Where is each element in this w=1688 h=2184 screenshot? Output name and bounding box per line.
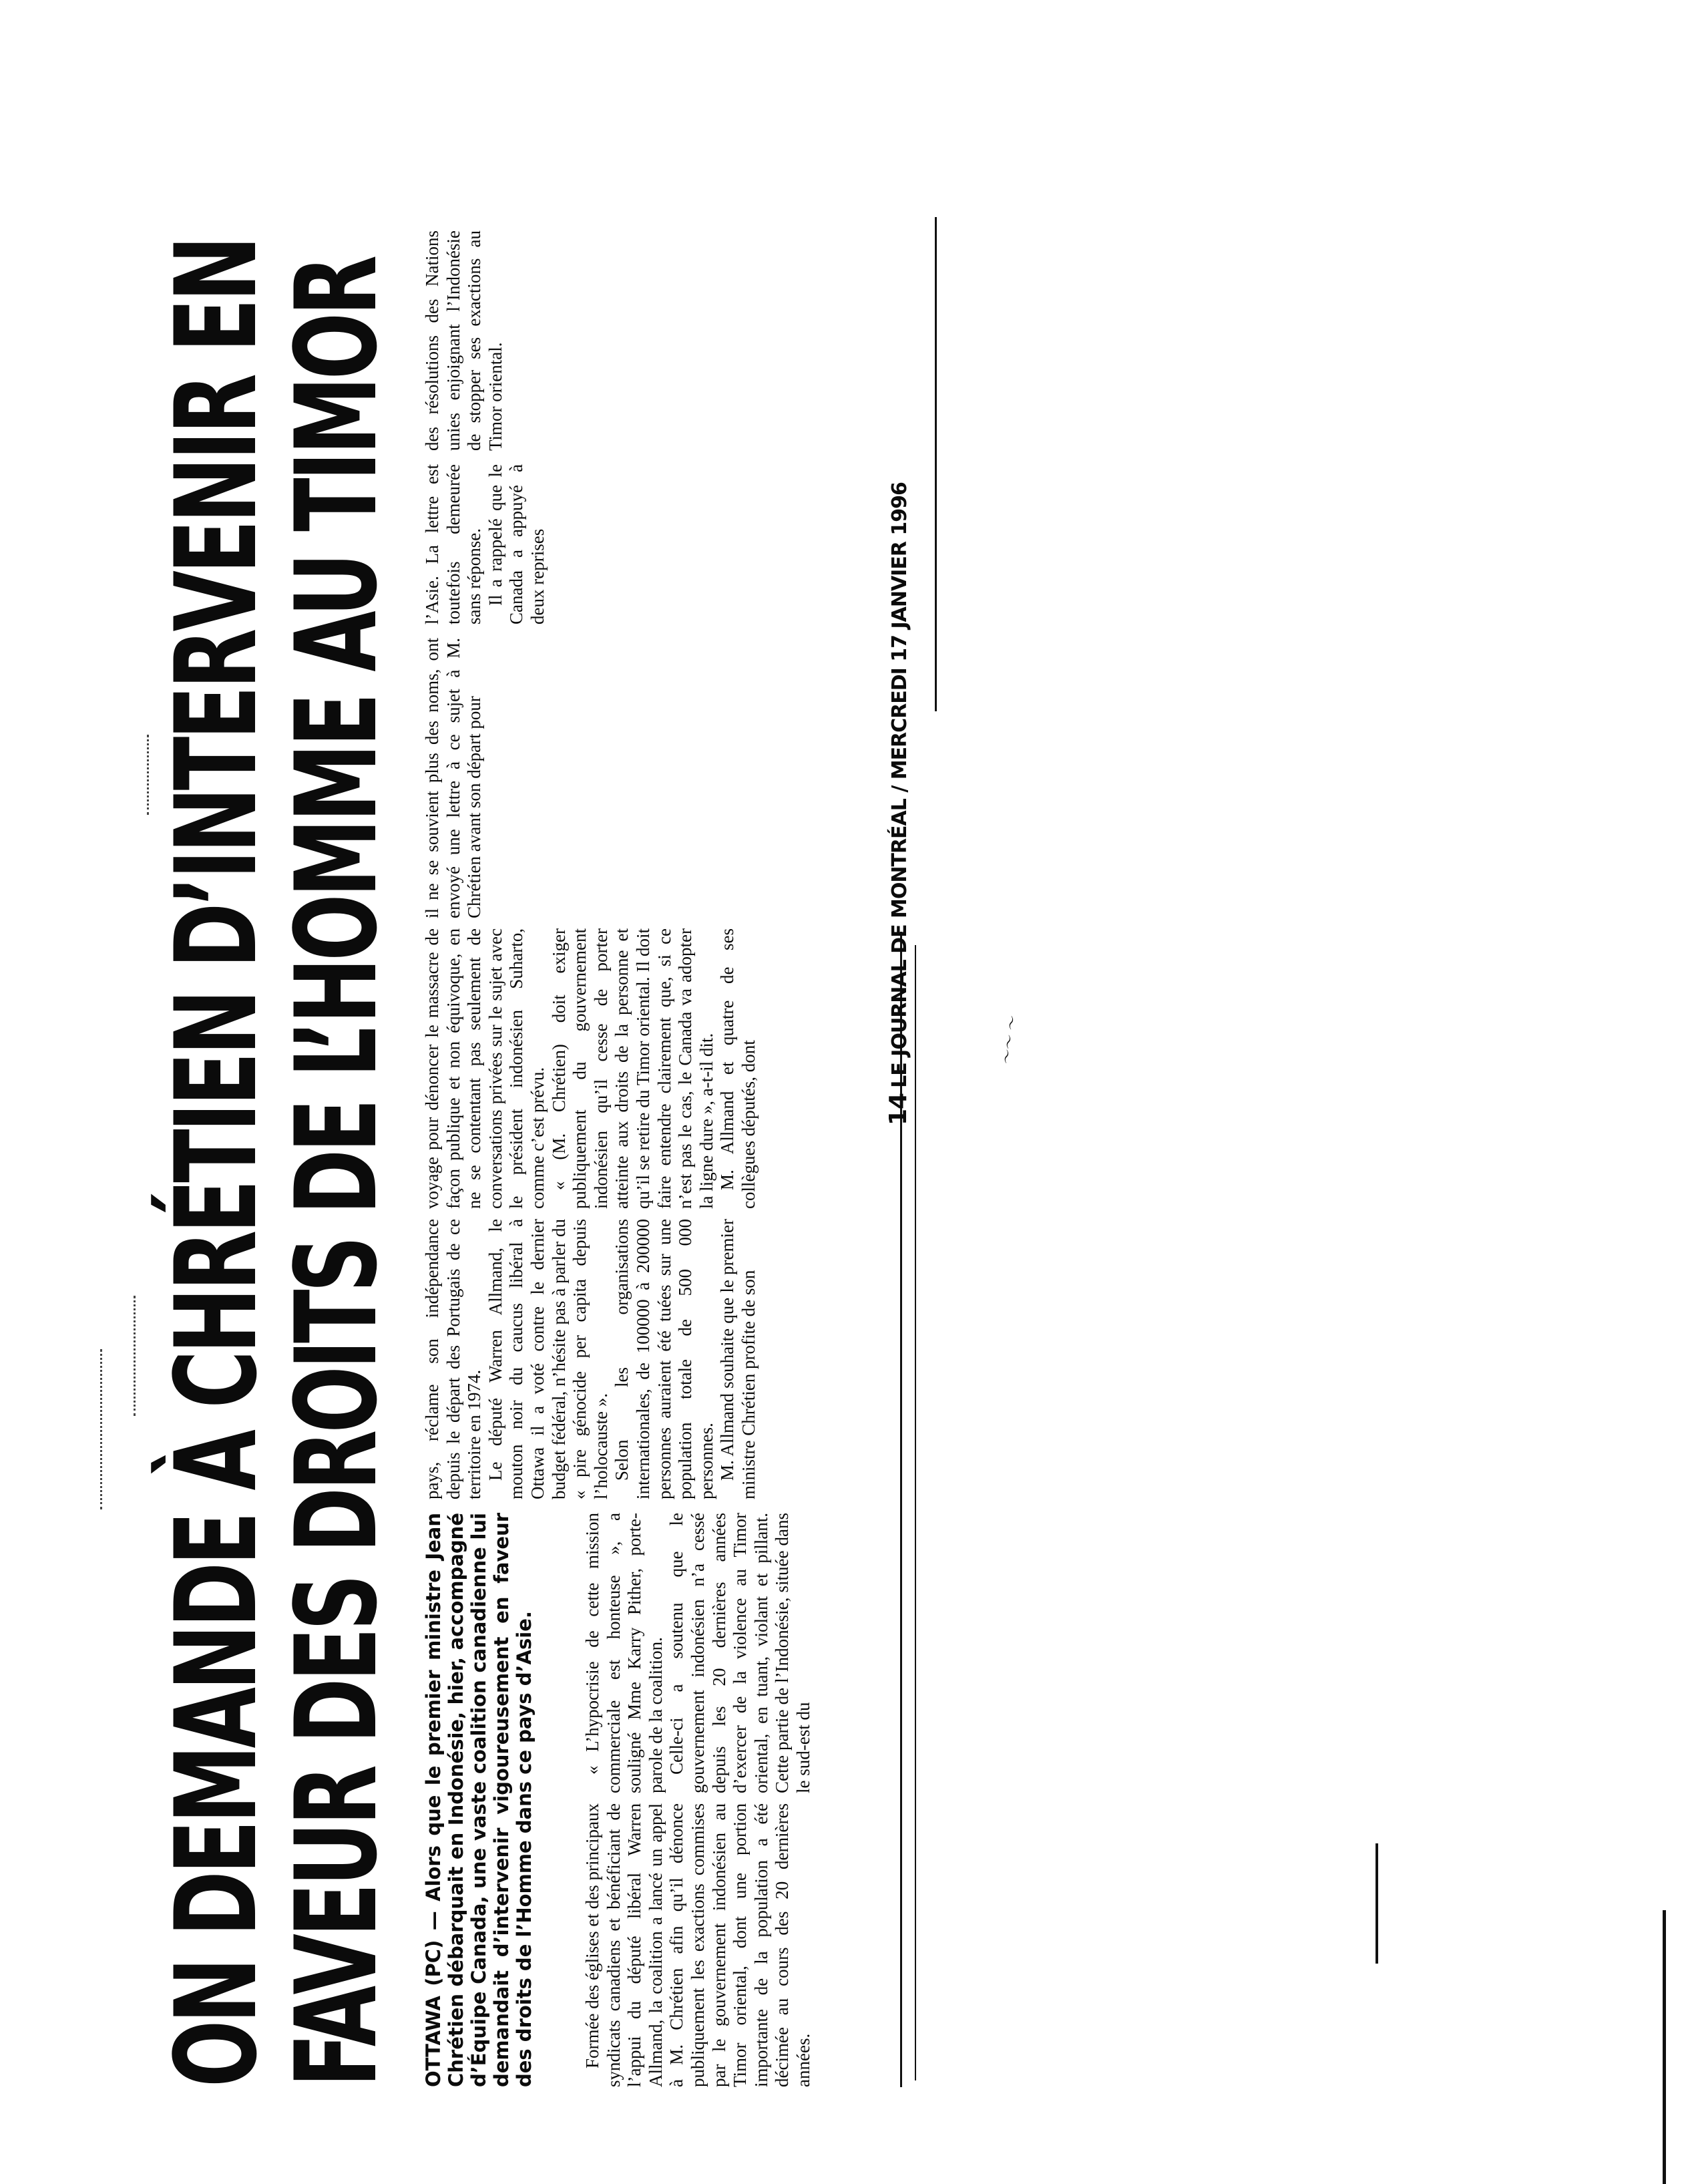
publication-line: LE JOURNAL DE MONTRÉAL / MERCREDI 17 JANVIER 1996 bbox=[888, 482, 911, 1088]
body-paragraph: M. Allmand souhaite que le premier ministre Chrétien profite de son bbox=[717, 1219, 759, 1499]
scan-noise-dots bbox=[100, 1349, 102, 1509]
article-column-1 bbox=[582, 1803, 815, 2087]
body-paragraph: Il a rappelé que le Canada a appuyé à deux reprises bbox=[485, 464, 548, 624]
article-column-2 bbox=[582, 1513, 815, 1793]
body-paragraph: Selon les organisations internationales, de 100000 à 200000 personnes auraient été tuées sur une population totale de 500 000 personnes. bbox=[612, 1219, 716, 1499]
article-column-6 bbox=[422, 464, 549, 624]
lead-paragraph: OTTAWA (PC) — Alors que le premier ministre Jean Chrétien débarquait en Indonésie, hier, accompagné d’Équipe Canada, une vaste coalition canadienne lui demandait d’intervenir vigoureusement en faveur des droits de l’Homme dans ce pays d’Asie. bbox=[422, 1513, 536, 2087]
newspaper-clipping bbox=[151, 190, 1022, 2087]
handwritten-scribble: ～～ ～ bbox=[998, 1015, 1022, 1067]
scan-edge-line bbox=[1663, 1910, 1666, 2184]
scan-noise-dots bbox=[134, 1296, 136, 1416]
body-paragraph: Celle-ci a soutenu que le gouvernement indonésien n’a cessé depuis les 20 dernières années d’exercer de la violence au Timor oriental, en tuant, violant et pillant. Cette partie de l’Indonésie, située dans le sud-est du bbox=[666, 1513, 813, 1793]
headline-line-2: FAVEUR DES DROITS DE L’HOMME AU TIMOR bbox=[271, 258, 402, 2087]
column-rule bbox=[915, 945, 916, 2080]
headline-line-1: ON DEMANDE À CHRÉTIEN D’INTERVENIR EN bbox=[151, 238, 282, 2087]
article-column-5 bbox=[422, 638, 485, 918]
body-paragraph: Formée des églises et des principaux syndicats canadiens et bénéficiant de l’appui du député libéral Warren Allmand, la coalition a lancé un appel à M. Chrétien afin qu’il dénonce publiquement les exactions commises par le gouvernement indonésien au Timor oriental, dont une portion importante de la population a été décimée au cours des 20 dernières années. bbox=[582, 1803, 813, 2087]
body-paragraph: Le député Warren Allmand, le mouton noir du caucus libéral à Ottawa il a voté contre le dernier budget fédéral, n’hésite pas à parler du « pire génocide per capita depuis l’holocauste ». bbox=[485, 1219, 611, 1499]
article-column-4 bbox=[422, 928, 760, 1209]
scan-noise-dots bbox=[147, 735, 149, 815]
article-column-3 bbox=[422, 1219, 760, 1499]
article-column-7 bbox=[422, 230, 506, 451]
page-footer bbox=[885, 482, 912, 1125]
body-paragraph: l’Asie. La lettre est toutefois demeurée sans réponse. bbox=[422, 464, 485, 624]
scan-edge-line bbox=[1376, 1843, 1378, 1964]
body-paragraph: « (M. Chrétien) doit exiger publiquement du gouvernement indonésien qu’il cesse de porter atteinte aux droits de la personne et qu’il se retire du Timor oriental. Il doit faire entendre clairement que, si ce n’est pas le cas, le Canada va adopter la ligne dure », a-t-il dit. bbox=[548, 928, 716, 1209]
body-paragraph: des résolutions des Nations unies enjoignant l’Indonésie de stopper ses exactions au Timor oriental. bbox=[422, 230, 505, 451]
body-paragraph: pays, réclame son indépendance depuis le départ des Portugais de ce territoire en 1974. bbox=[422, 1219, 485, 1499]
body-paragraph: il ne se souvient plus des noms, ont envoyé une lettre à ce sujet à M. Chrétien avant son départ pour bbox=[422, 638, 485, 918]
body-paragraph: voyage pour dénoncer le massacre de façon publique et non équivoque, en ne se contentant pas seulement de conversations privées sur le sujet avec le président indonésien Suharto, comme c’est prévu. bbox=[422, 928, 548, 1209]
page-number: 14 bbox=[885, 1093, 912, 1125]
body-paragraph: « L’hypocrisie de cette mission commerciale est honteuse », a souligné Mme Karry Pither, porte-parole de la coalition. bbox=[582, 1513, 666, 1793]
column-rule bbox=[935, 217, 937, 711]
body-paragraph: M. Allmand et quatre de ses collègues députés, dont bbox=[717, 928, 759, 1209]
